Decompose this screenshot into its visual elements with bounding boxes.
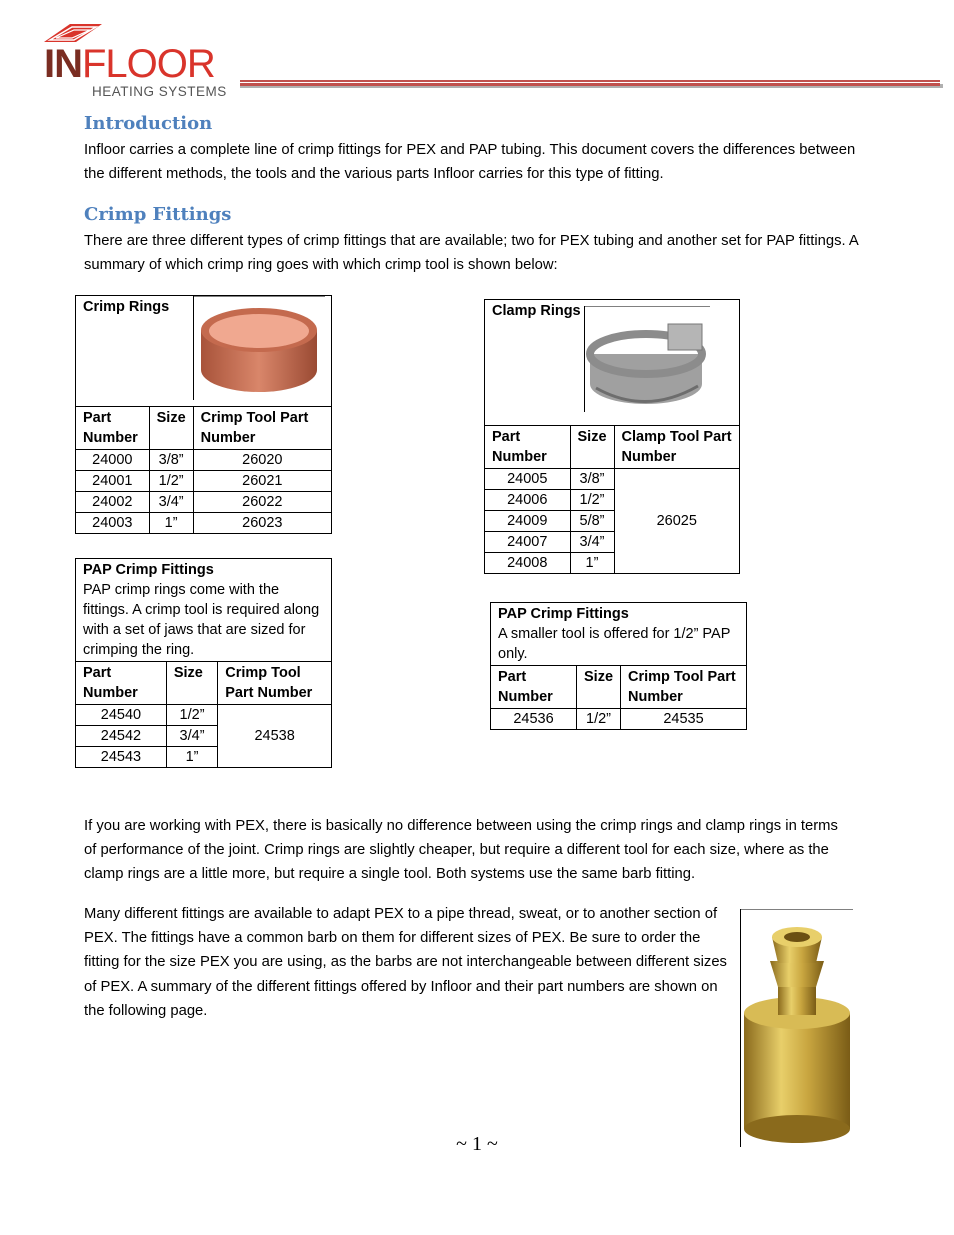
crimp-text: There are three different types of crimp fittings that are available; two for PEX tubing and another set for PAP fittings. A summary of which crimp ring goes with which crimp tool is shown below: [84, 233, 858, 274]
cell: 3/8” [570, 469, 614, 490]
pap-left-header-part: Part Number [76, 662, 167, 705]
pap-right-desc: A smaller tool is offered for 1/2” PAP only. [498, 626, 731, 662]
clamp-rings-table [484, 299, 740, 574]
pap-left-desc-cell [76, 559, 332, 662]
cell: 3/4” [149, 492, 193, 513]
cell: 24006 [485, 490, 571, 511]
cell: 1” [166, 747, 217, 768]
header-rule [240, 80, 943, 89]
cell: 24005 [485, 469, 571, 490]
cell: 1/2” [577, 709, 621, 730]
cell: 26023 [193, 513, 331, 534]
brand-floor: FLOOR [82, 42, 215, 86]
clamp-rings-title: Clamp Rings [485, 300, 615, 426]
cell: 26020 [193, 450, 331, 471]
crimp-rings-title: Crimp Rings [76, 296, 194, 407]
clamp-rings-header-size: Size [570, 426, 614, 469]
pap-right-title: PAP Crimp Fittings [498, 606, 629, 622]
cell: 5/8” [570, 511, 614, 532]
cell: 3/4” [570, 532, 614, 553]
cell: 24535 [621, 709, 747, 730]
cell: 24001 [76, 471, 150, 492]
cell: 24543 [76, 747, 167, 768]
pap-right-header-size: Size [577, 666, 621, 709]
clamp-ring-image-cell [614, 300, 739, 426]
table-row [485, 469, 740, 490]
cell: 26022 [193, 492, 331, 513]
pap-crimp-table-left [75, 558, 332, 768]
pap-right-header-part: Part Number [491, 666, 577, 709]
crimp-rings-table [75, 295, 332, 534]
brand-subtitle: HEATING SYSTEMS [92, 84, 227, 99]
cell: 3/4” [166, 726, 217, 747]
crimp-rings-header-part: Part Number [76, 407, 150, 450]
crimp-rings-header-size: Size [149, 407, 193, 450]
clamp-rings-header-part: Part Number [485, 426, 571, 469]
pap-left-header-size: Size [166, 662, 217, 705]
table-row [491, 709, 747, 730]
pap-right-desc-cell [491, 603, 747, 666]
clamp-rings-header-tool: Clamp Tool Part Number [614, 426, 739, 469]
cell: 1” [149, 513, 193, 534]
pap-crimp-table-right [490, 602, 747, 730]
cell: 26021 [193, 471, 331, 492]
cell: 3/8” [149, 450, 193, 471]
brand-wordmark [44, 44, 215, 84]
pap-left-tool-cell: 24538 [218, 705, 332, 768]
cell: 1/2” [166, 705, 217, 726]
table-row [76, 471, 332, 492]
pap-left-title: PAP Crimp Fittings [83, 562, 214, 578]
brand-in: IN [44, 42, 82, 86]
cell: 24003 [76, 513, 150, 534]
body-paragraph-2: Many different fittings are available to adapt PEX to a pipe thread, sweat, or to another section of PEX. The fittings have a common barb on them for different sizes of PEX. Be sure to order the fitting for the size PEX you are using, as the barbs are not interchangeable between different sizes of PEX. A summary of the different fittings offered by Infloor and their part numbers are shown on the following page. [84, 906, 727, 1019]
clamp-tool-cell: 26025 [614, 469, 739, 574]
brass-barb-fitting-icon [740, 909, 854, 1149]
table-row [76, 492, 332, 513]
body-paragraph-1: If you are working with PEX, there is basically no difference between using the crimp rings and clamp rings in terms of performance of the joint. Crimp rings are slightly cheaper, but require a different tool for each size, where as the clamp rings are a little more, but require a single tool. Both systems use the same barb fitting. [84, 818, 838, 883]
pap-right-header-tool: Crimp Tool Part Number [621, 666, 747, 709]
crimp-ring-image-cell [193, 296, 331, 407]
cell: 1” [570, 553, 614, 574]
table-row [76, 513, 332, 534]
cell: 24007 [485, 532, 571, 553]
crimp-rings-header-tool: Crimp Tool Part Number [193, 407, 331, 450]
cell: 24008 [485, 553, 571, 574]
table-row [76, 705, 332, 726]
intro-text: Infloor carries a complete line of crimp fittings for PEX and PAP tubing. This document covers the differences between the different methods, the tools and the various parts Infloor carries for this type of fitting. [84, 142, 856, 183]
cell: 1/2” [570, 490, 614, 511]
table-row [76, 450, 332, 471]
cell: 24540 [76, 705, 167, 726]
cell: 1/2” [149, 471, 193, 492]
crimp-heading: Crimp Fittings [84, 204, 232, 225]
cell: 24000 [76, 450, 150, 471]
cell: 24009 [485, 511, 571, 532]
pap-left-desc: PAP crimp rings come with the fittings. A crimp tool is required along with a set of jaws that are sized for crimping the ring. [83, 582, 320, 658]
pap-left-header-tool: Crimp Tool Part Number [218, 662, 332, 705]
cell: 24002 [76, 492, 150, 513]
clamp-ring-icon [584, 306, 714, 418]
crimp-ring-icon [193, 296, 325, 400]
cell: 24542 [76, 726, 167, 747]
cell: 24536 [491, 709, 577, 730]
intro-heading: Introduction [84, 113, 213, 134]
page-number: ~ 1 ~ [456, 1133, 498, 1155]
